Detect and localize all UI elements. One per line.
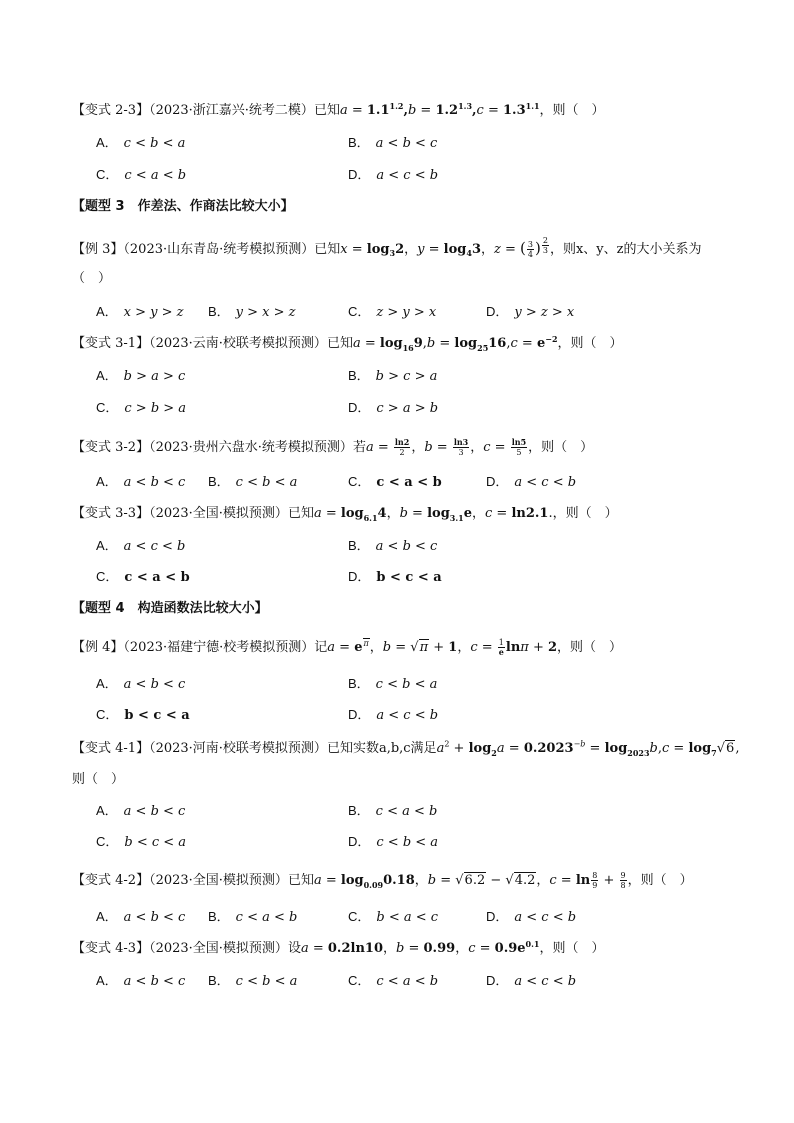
- formula: $a^2 + \log_2a = 0.2023^{-b} = \log_{2023}b,c = \log_7√6$,: [436, 739, 740, 758]
- option-b[interactable]: B． c < b < a: [348, 676, 438, 692]
- option-a[interactable]: A． c < b < a: [96, 135, 186, 151]
- option-d[interactable]: D． c > a > b: [348, 400, 439, 416]
- formula: $a = \log_{6.1}4$，$b = \log_{3.1}e$，c = ln2.1.: [313, 506, 553, 523]
- option-a[interactable]: A． a < c < b: [96, 538, 186, 554]
- option-c[interactable]: C． c < a < b: [348, 973, 439, 989]
- option-d[interactable]: D． y > z > x: [486, 304, 575, 320]
- option-a[interactable]: A． a < b < c: [96, 803, 186, 819]
- option-a[interactable]: A． a < b < c: [96, 973, 186, 989]
- option-c[interactable]: C． z > y > x: [348, 304, 437, 320]
- question-v4-3: 【变式 4-3】（2023·全国·模拟预测）设a = 0.2ln10，b = 0.99，$c = 0.9e^{0.1}$，则（ ）: [72, 938, 605, 956]
- option-a[interactable]: A． a < b < c: [96, 474, 186, 490]
- formula: a = $\frac{\ln 2}{2}$ ，b = $\frac{\ln 3}{3}$ ，c = $\frac{\ln 5}{5}$: [365, 437, 527, 457]
- option-c[interactable]: C． b < c < a: [96, 707, 190, 723]
- option-d[interactable]: D． a < c < b: [486, 909, 577, 925]
- option-c[interactable]: C． c < a < b: [96, 569, 190, 585]
- option-a[interactable]: A． a < b < c: [96, 676, 186, 692]
- question-e3-line2: （ ）: [72, 271, 112, 286]
- question-v2-3: 【变式 2-3】（2023·浙江嘉兴·统考二模）已知$a = 1.1^{1.2},b = 1.2^{1.3},c = 1.3^{1.1}$，则（ ）: [72, 100, 605, 118]
- formula: $a = \log_{16}9,b = \log_{25}16,c = e^{-2}$: [352, 333, 558, 353]
- option-c[interactable]: C． c < a < b: [348, 474, 442, 490]
- option-b[interactable]: B． c < a < b: [208, 909, 298, 925]
- option-d[interactable]: D． a < c < b: [486, 474, 577, 490]
- question-e3: 【例 3】（2023·山东青岛·统考模拟预测）已知$x = \log_32$，$y = \log_43$，z = ( $\frac{3}{4}$ ) $^{\frac{2}{3}}$ ，则x、y、z的大小关系为: [72, 236, 702, 259]
- question-v4-2: 【变式 4-2】（2023·全国·模拟预测）已知$a = \log_{0.09}0.18$，b = √6.2 − √4.2，c = ln $\frac{8}{9}$ + $\frac{9}{8}$ ，则（ ）: [72, 871, 693, 890]
- question-v4-1-line2: 则（ ）: [72, 772, 125, 787]
- question-v3-3: 【变式 3-3】（2023·全国·模拟预测）已知$a = \log_{6.1}4$，$b = \log_{3.1}e$，c = ln2.1.，则（ ）: [72, 506, 618, 523]
- option-c[interactable]: C． c > b > a: [96, 400, 187, 416]
- formula: $a = 1.1^{1.2},b = 1.2^{1.3},c = 1.3^{1.1}$: [339, 100, 540, 118]
- option-d[interactable]: D． c < b < a: [348, 834, 439, 850]
- formula: $a = e^\pi$，b = √π + 1，c = $\frac{1}{e}$ lnπ + 2: [327, 638, 558, 657]
- option-d[interactable]: D． b < c < a: [348, 569, 442, 585]
- option-b[interactable]: B． a < b < c: [348, 538, 438, 554]
- question-v4-1: 【变式 4-1】（2023·河南·校联考模拟预测）已知实数a,b,c满足$a^2 + \log_2a = 0.2023^{-b} = \log_{2023}b,c = \log_7√6$,: [72, 739, 740, 758]
- option-d[interactable]: D． a < c < b: [486, 973, 577, 989]
- formula: $x = \log_32$，$y = \log_43$，z = ( $\frac{3}{4}$ ) $^{\frac{2}{3}}$: [340, 236, 548, 259]
- question-v3-2: 【变式 3-2】（2023·贵州六盘水·统考模拟预测）若a = $\frac{\ln 2}{2}$ ，b = $\frac{\ln 3}{3}$ ，c = $\frac{\ln 5}{5}$ ，则（ ）: [72, 437, 594, 457]
- option-c[interactable]: C． b < a < c: [348, 909, 439, 925]
- question-e4: 【例 4】（2023·福建宁德·校考模拟预测）记$a = e^\pi$，b = √π + 1，c = $\frac{1}{e}$ lnπ + 2，则（ ）: [72, 638, 623, 657]
- option-a[interactable]: A． b > a > c: [96, 368, 186, 384]
- option-a[interactable]: A． a < b < c: [96, 909, 186, 925]
- option-c[interactable]: C． c < a < b: [96, 167, 187, 183]
- option-d[interactable]: D． a < c < b: [348, 167, 439, 183]
- option-c[interactable]: C． b < c < a: [96, 834, 187, 850]
- option-b[interactable]: B． c < a < b: [348, 803, 438, 819]
- option-b[interactable]: B． c < b < a: [208, 474, 298, 490]
- option-d[interactable]: D． a < c < b: [348, 707, 439, 723]
- option-b[interactable]: B． a < b < c: [348, 135, 438, 151]
- section-heading: 【题型 3 作差法、作商法比较大小】: [72, 199, 294, 214]
- option-b[interactable]: B． y > x > z: [208, 304, 296, 320]
- option-a[interactable]: A． x > y > z: [96, 304, 184, 320]
- question-v3-1: 【变式 3-1】（2023·云南·校联考模拟预测）已知$a = \log_{16}9,b = \log_{25}16,c = e^{-2}$，则（ ）: [72, 333, 623, 353]
- section-heading: 【题型 4 构造函数法比较大小】: [72, 601, 268, 616]
- option-b[interactable]: B． b > c > a: [348, 368, 438, 384]
- formula: $a = \log_{0.09}0.18$，b = √6.2 − √4.2，c = ln $\frac{8}{9}$ + $\frac{9}{8}$: [313, 871, 626, 890]
- option-b[interactable]: B． c < b < a: [208, 973, 298, 989]
- formula: a = 0.2ln10，b = 0.99，$c = 0.9e^{0.1}$: [300, 938, 540, 956]
